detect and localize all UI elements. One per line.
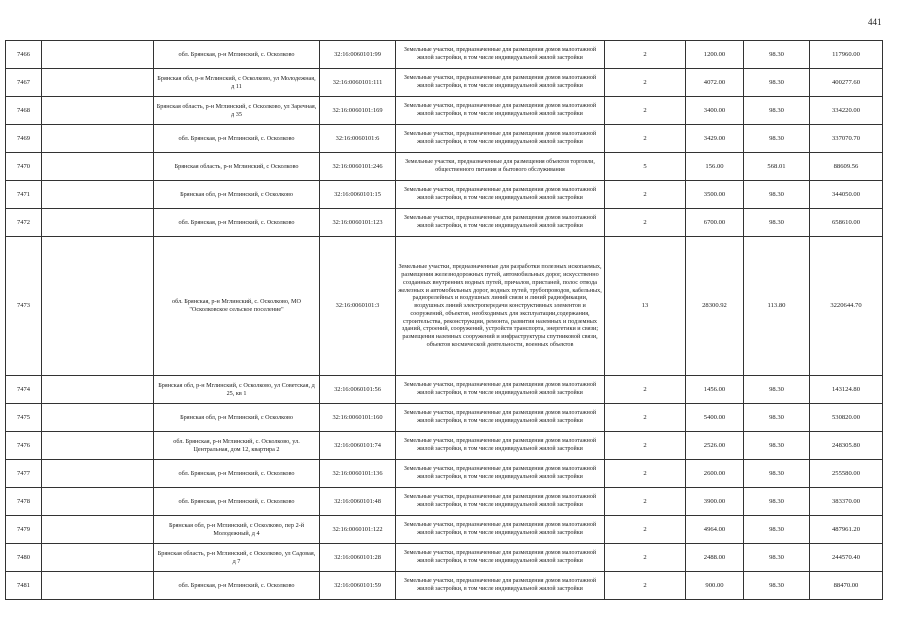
table-row (6, 181, 883, 209)
cadastral-value-cell: 530820.00 (810, 404, 883, 432)
area-cell: 3900.00 (686, 488, 744, 516)
category-cell: 2 (605, 404, 686, 432)
row-number: 7476 (6, 432, 42, 460)
rate-cell: 98.30 (744, 181, 810, 209)
area-cell: 2600.00 (686, 460, 744, 488)
area-cell: 1456.00 (686, 376, 744, 404)
rate-cell: 98.30 (744, 41, 810, 69)
cadastral-value-cell: 383370.00 (810, 488, 883, 516)
rate-cell: 98.30 (744, 516, 810, 544)
area-cell: 3429.00 (686, 125, 744, 153)
address-cell: Брянская область, р-н Мглинский, с Осколково (154, 153, 320, 181)
row-number: 7481 (6, 572, 42, 600)
area-cell: 4964.00 (686, 516, 744, 544)
address-cell: Брянская обл, р-н Мглинский, с Осколково (154, 181, 320, 209)
cadastral-number-cell: 32:16:0060101:74 (320, 432, 396, 460)
cadastral-value-cell: 88470.00 (810, 572, 883, 600)
cadastral-value-cell: 248305.80 (810, 432, 883, 460)
table-row (6, 404, 883, 432)
category-cell: 2 (605, 181, 686, 209)
row-number: 7468 (6, 97, 42, 125)
cadastral-number-cell: 32:16:0060101:122 (320, 516, 396, 544)
area-cell: 1200.00 (686, 41, 744, 69)
category-cell: 2 (605, 209, 686, 237)
cadastral-number-cell: 32:16:0060101:15 (320, 181, 396, 209)
row-number: 7467 (6, 69, 42, 97)
cadastral-number-cell: 32:16:0060101:99 (320, 41, 396, 69)
row-number: 7479 (6, 516, 42, 544)
cadastral-number-cell: 32:16:0060101:123 (320, 209, 396, 237)
category-cell: 5 (605, 153, 686, 181)
cadastral-value-cell: 658610.00 (810, 209, 883, 237)
land-use-cell: Земельные участки, предназначенные для размещения домов малоэтажной жилой застройки, в том числе индивидуальной жилой застройки (396, 125, 605, 153)
address-cell: Брянская область, р-н Мглинский, с Осколково, ул Заречная, д 35 (154, 97, 320, 125)
cadastral-value-cell: 143124.80 (810, 376, 883, 404)
table-body (6, 41, 883, 600)
table-row (6, 41, 883, 69)
blank-cell (42, 488, 154, 516)
address-cell: обл. Брянская, р-н Мглинский, с. Осколково (154, 125, 320, 153)
blank-cell (42, 181, 154, 209)
cadastral-number-cell: 32:16:0060101:111 (320, 69, 396, 97)
rate-cell: 98.30 (744, 209, 810, 237)
table-row (6, 376, 883, 404)
address-cell: обл. Брянская, р-н Мглинский, с. Осколково (154, 209, 320, 237)
area-cell: 5400.00 (686, 404, 744, 432)
cadastral-number-cell: 32:16:0060101:169 (320, 97, 396, 125)
cadastral-value-cell: 3220644.70 (810, 237, 883, 376)
area-cell: 156.00 (686, 153, 744, 181)
cadastral-number-cell: 32:16:0060101:28 (320, 544, 396, 572)
table-row (6, 125, 883, 153)
area-cell: 6700.00 (686, 209, 744, 237)
rate-cell: 98.30 (744, 544, 810, 572)
table-row (6, 572, 883, 600)
cadastral-value-cell: 344050.00 (810, 181, 883, 209)
rate-cell: 98.30 (744, 404, 810, 432)
address-cell: обл. Брянская, р-н Мглинский, с. Осколково (154, 41, 320, 69)
area-cell: 2488.00 (686, 544, 744, 572)
land-use-cell: Земельные участки, предназначенные для размещения домов малоэтажной жилой застройки, в том числе индивидуальной жилой застройки (396, 69, 605, 97)
row-number: 7473 (6, 237, 42, 376)
address-cell: Брянская обл, р-н Мглинский, с Осколково, ул Советская, д 25, кв 1 (154, 376, 320, 404)
category-cell: 2 (605, 544, 686, 572)
blank-cell (42, 237, 154, 376)
row-number: 7477 (6, 460, 42, 488)
address-cell: Брянская обл, р-н Мглинский, с Осколково, пер 2-й Молодежный, д 4 (154, 516, 320, 544)
cadastral-number-cell: 32:16:0060101:56 (320, 376, 396, 404)
area-cell: 3400.00 (686, 97, 744, 125)
row-number: 7471 (6, 181, 42, 209)
cadastral-number-cell: 32:16:0060101:136 (320, 460, 396, 488)
cadastral-number-cell: 32:16:0060101:160 (320, 404, 396, 432)
category-cell: 2 (605, 376, 686, 404)
cadastral-number-cell: 32:16:0060101:246 (320, 153, 396, 181)
land-use-cell: Земельные участки, предназначенные для размещения домов малоэтажной жилой застройки, в том числе индивидуальной жилой застройки (396, 181, 605, 209)
category-cell: 2 (605, 460, 686, 488)
blank-cell (42, 97, 154, 125)
cadastral-value-cell: 334220.00 (810, 97, 883, 125)
address-cell: Брянская область, р-н Мглинский, с Осколково, ул Садовая, д 7 (154, 544, 320, 572)
row-number: 7469 (6, 125, 42, 153)
cadastral-number-cell: 32:16:0060101:59 (320, 572, 396, 600)
land-use-cell: Земельные участки, предназначенные для размещения домов малоэтажной жилой застройки, в том числе индивидуальной жилой застройки (396, 488, 605, 516)
table-row (6, 516, 883, 544)
land-use-cell: Земельные участки, предназначенные для размещения домов малоэтажной жилой застройки, в том числе индивидуальной жилой застройки (396, 544, 605, 572)
cadastral-value-table (5, 40, 883, 600)
category-cell: 2 (605, 41, 686, 69)
cadastral-value-cell: 255580.00 (810, 460, 883, 488)
land-use-cell: Земельные участки, предназначенные для размещения домов малоэтажной жилой застройки, в том числе индивидуальной жилой застройки (396, 97, 605, 125)
cadastral-value-cell: 88609.56 (810, 153, 883, 181)
cadastral-value-cell: 244570.40 (810, 544, 883, 572)
table-row (6, 460, 883, 488)
area-cell: 28300.92 (686, 237, 744, 376)
category-cell: 2 (605, 572, 686, 600)
land-use-cell: Земельные участки, предназначенные для размещения домов малоэтажной жилой застройки, в том числе индивидуальной жилой застройки (396, 572, 605, 600)
table-row (6, 237, 883, 376)
rate-cell: 98.30 (744, 488, 810, 516)
blank-cell (42, 153, 154, 181)
table-row (6, 432, 883, 460)
blank-cell (42, 572, 154, 600)
blank-cell (42, 516, 154, 544)
address-cell: Брянская обл, р-н Мглинский, с Осколково, ул Молодежная, д 11 (154, 69, 320, 97)
address-cell: Брянская обл, р-н Мглинский, с Осколково (154, 404, 320, 432)
category-cell: 2 (605, 125, 686, 153)
address-cell: обл. Брянская, р-н Мглинский, с. Осколково, МО "Осколковское сельское поселение" (154, 237, 320, 376)
address-cell: обл. Брянская, р-н Мглинский, с. Осколково, ул. Центральная, дом 12, квартира 2 (154, 432, 320, 460)
table-row (6, 69, 883, 97)
cadastral-number-cell: 32:16:0060101:48 (320, 488, 396, 516)
table-row (6, 153, 883, 181)
land-use-cell: Земельные участки, предназначенные для размещения домов малоэтажной жилой застройки, в том числе индивидуальной жилой застройки (396, 41, 605, 69)
cadastral-number-cell: 32:16:0060101:3 (320, 237, 396, 376)
rate-cell: 113.80 (744, 237, 810, 376)
blank-cell (42, 125, 154, 153)
blank-cell (42, 41, 154, 69)
row-number: 7472 (6, 209, 42, 237)
blank-cell (42, 432, 154, 460)
row-number: 7478 (6, 488, 42, 516)
rate-cell: 98.30 (744, 125, 810, 153)
rate-cell: 98.30 (744, 572, 810, 600)
area-cell: 3500.00 (686, 181, 744, 209)
cadastral-value-cell: 487961.20 (810, 516, 883, 544)
row-number: 7475 (6, 404, 42, 432)
blank-cell (42, 209, 154, 237)
land-use-cell: Земельные участки, предназначенные для разработки полезных ископаемых, размещения железнодорожных путей, автомобильных дорог, искусственно созданных внутренних водных путей, причалов, пристаней, полос отвода железных и автомобильных дорог, водных путей, трубопроводов, кабельных, радиорелейных и воздушных линий связи и линий радиофикации, воздушных линий электропередачи конструктивных элементов и сооружений, объектов, необходимых для эксплуатации,содержания, строительства, реконструкции, ремонта, развития наземных и подземных зданий, строений, сооружений, устройств транспорта, энергетики и связи; размещения наземных сооружений и инфраструктуры спутниковой связи, объектов космической деятельности, военных объектов (396, 237, 605, 376)
row-number: 7466 (6, 41, 42, 69)
blank-cell (42, 376, 154, 404)
area-cell: 2526.00 (686, 432, 744, 460)
rate-cell: 98.30 (744, 376, 810, 404)
rate-cell: 98.30 (744, 460, 810, 488)
category-cell: 13 (605, 237, 686, 376)
area-cell: 4072.00 (686, 69, 744, 97)
address-cell: обл. Брянская, р-н Мглинский, с. Осколково (154, 572, 320, 600)
table-row (6, 488, 883, 516)
page-number: 441 (868, 17, 882, 27)
rate-cell: 98.30 (744, 432, 810, 460)
cadastral-value-cell: 337070.70 (810, 125, 883, 153)
blank-cell (42, 404, 154, 432)
row-number: 7470 (6, 153, 42, 181)
address-cell: обл. Брянская, р-н Мглинский, с. Осколково (154, 460, 320, 488)
land-use-cell: Земельные участки, предназначенные для размещения домов малоэтажной жилой застройки, в том числе индивидуальной жилой застройки (396, 460, 605, 488)
cadastral-number-cell: 32:16:0060101:6 (320, 125, 396, 153)
category-cell: 2 (605, 432, 686, 460)
table-row (6, 544, 883, 572)
row-number: 7480 (6, 544, 42, 572)
land-use-cell: Земельные участки, предназначенные для размещения домов малоэтажной жилой застройки, в том числе индивидуальной жилой застройки (396, 432, 605, 460)
row-number: 7474 (6, 376, 42, 404)
land-use-cell: Земельные участки, предназначенные для размещения домов малоэтажной жилой застройки, в том числе индивидуальной жилой застройки (396, 404, 605, 432)
blank-cell (42, 69, 154, 97)
address-cell: обл. Брянская, р-н Мглинский, с. Осколково (154, 488, 320, 516)
category-cell: 2 (605, 488, 686, 516)
land-use-cell: Земельные участки, предназначенные для размещения домов малоэтажной жилой застройки, в том числе индивидуальной жилой застройки (396, 376, 605, 404)
table-row (6, 97, 883, 125)
blank-cell (42, 544, 154, 572)
cadastral-value-cell: 117960.00 (810, 41, 883, 69)
category-cell: 2 (605, 69, 686, 97)
category-cell: 2 (605, 97, 686, 125)
land-use-cell: Земельные участки, предназначенные для размещения объектов торговли, общественного питания и бытового обслуживания (396, 153, 605, 181)
blank-cell (42, 460, 154, 488)
table-row (6, 209, 883, 237)
rate-cell: 98.30 (744, 69, 810, 97)
land-use-cell: Земельные участки, предназначенные для размещения домов малоэтажной жилой застройки, в том числе индивидуальной жилой застройки (396, 516, 605, 544)
cadastral-value-cell: 400277.60 (810, 69, 883, 97)
area-cell: 900.00 (686, 572, 744, 600)
category-cell: 2 (605, 516, 686, 544)
rate-cell: 98.30 (744, 97, 810, 125)
land-use-cell: Земельные участки, предназначенные для размещения домов малоэтажной жилой застройки, в том числе индивидуальной жилой застройки (396, 209, 605, 237)
rate-cell: 568.01 (744, 153, 810, 181)
